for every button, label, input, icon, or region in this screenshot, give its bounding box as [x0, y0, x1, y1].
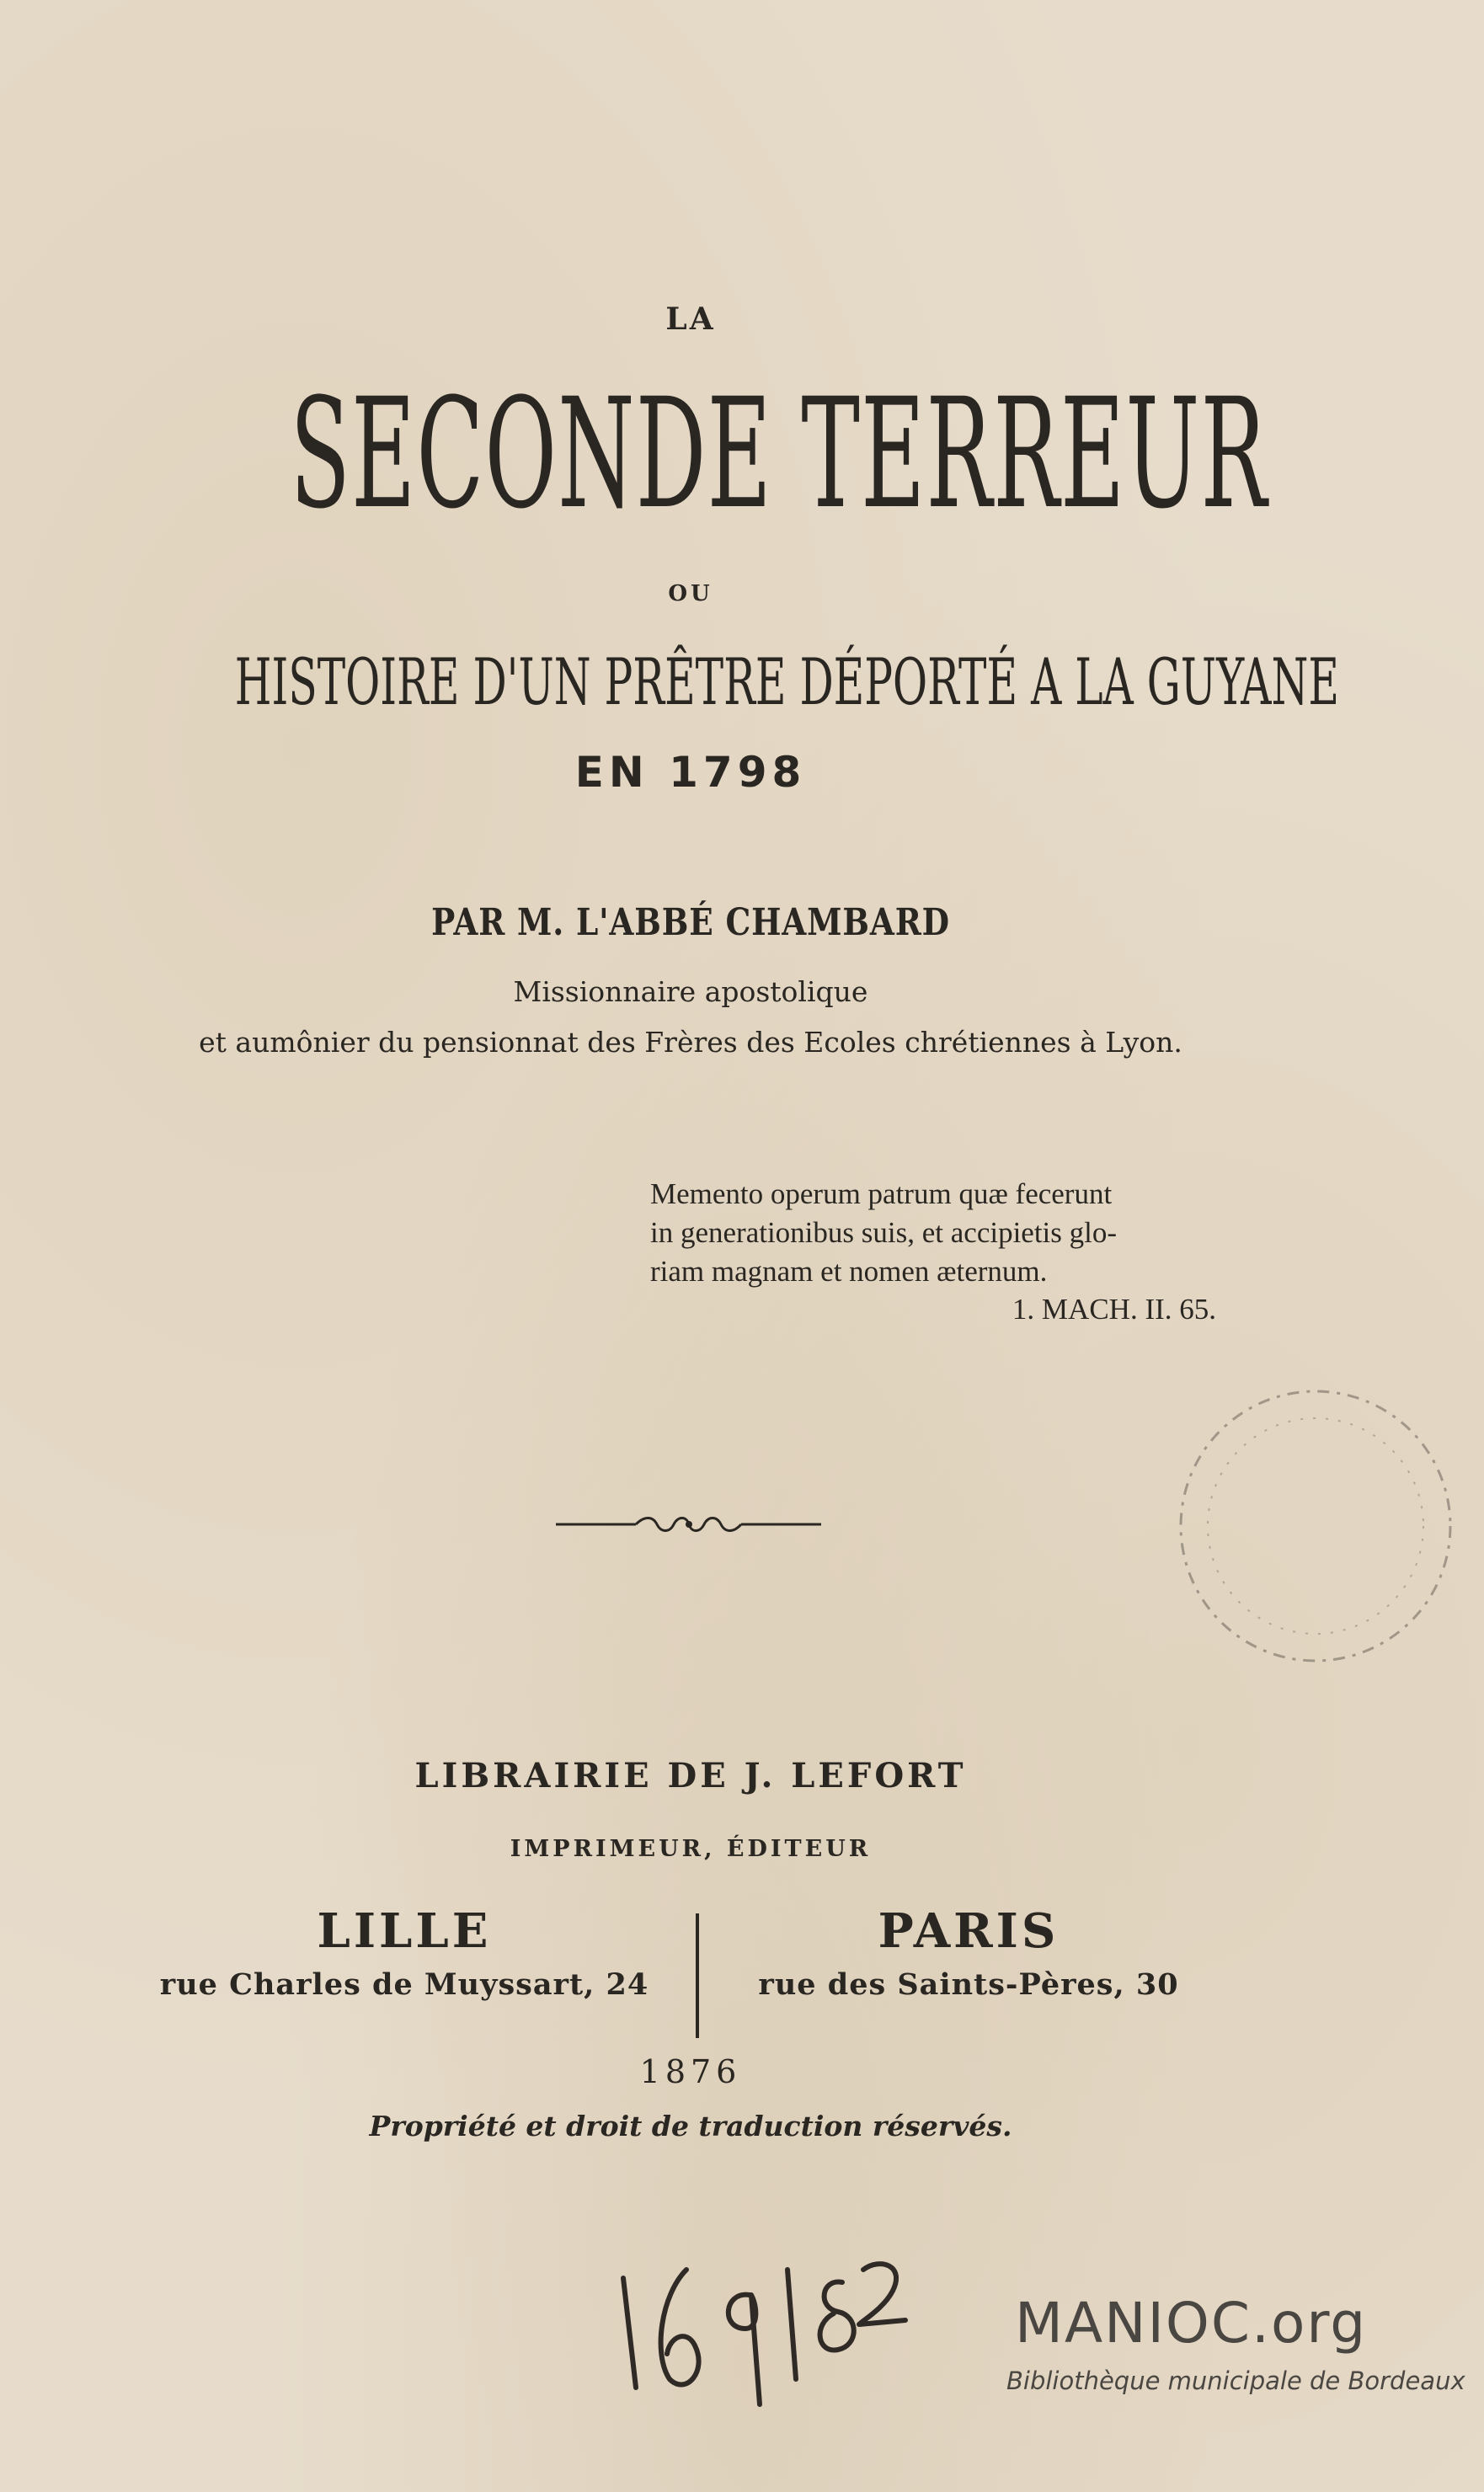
- main-title: SECONDE TERREUR: [290, 366, 1268, 542]
- city-name: LILLE: [317, 1903, 492, 1959]
- author-name: PAR M. L'ABBÉ CHAMBARD: [431, 901, 950, 944]
- publication-year: 1876: [639, 2053, 742, 2090]
- watermark-logo: MANIOC.org: [1015, 2291, 1368, 2356]
- title-conjunction: OU: [668, 581, 713, 606]
- epigraph-reference: 1. MACH. II. 65.: [1012, 1293, 1216, 1326]
- epigraph-line: in generationibus suis, et accipietis glo-: [650, 1216, 1118, 1249]
- publisher-name: LIBRAIRIE DE J. LEFORT: [414, 1756, 967, 1796]
- subtitle-year: EN 1798: [574, 748, 807, 797]
- library-stamp-icon: [1175, 1385, 1457, 1668]
- city-name: PARIS: [878, 1903, 1060, 1959]
- watermark-caption: Bibliothèque municipale de Bordeaux: [1006, 2367, 1465, 2395]
- handwritten-shelf-number: [606, 2244, 910, 2413]
- subtitle: HISTOIRE D'UN PRÊTRE DÉPORTÉ A LA GUYANE: [234, 644, 1340, 719]
- epigraph-line: riam magnam et nomen æternum.: [650, 1255, 1048, 1288]
- publisher-role: IMPRIMEUR, ÉDITEUR: [510, 1836, 872, 1862]
- imprint-left-city-block: [152, 1903, 657, 2002]
- imprint-divider: [696, 1913, 699, 2038]
- title-article: LA: [665, 301, 716, 337]
- author-role: Missionnaire apostolique: [513, 975, 868, 1008]
- city-address: rue Charles de Muyssart, 24: [159, 1967, 649, 2002]
- imprint-right-city-block: [733, 1903, 1204, 2002]
- epigraph-line: Memento operum patrum quæ fecerunt: [650, 1177, 1113, 1210]
- epigraph: [650, 1175, 1240, 1291]
- rights-notice: Propriété et droit de traduction réservés.: [369, 2110, 1012, 2142]
- ornamental-rule-icon: [556, 1512, 821, 1537]
- author-detail: et aumônier du pensionnat des Frères des Ecoles chrétiennes à Lyon.: [199, 1026, 1182, 1059]
- city-address: rue des Saints-Pères, 30: [758, 1967, 1179, 2002]
